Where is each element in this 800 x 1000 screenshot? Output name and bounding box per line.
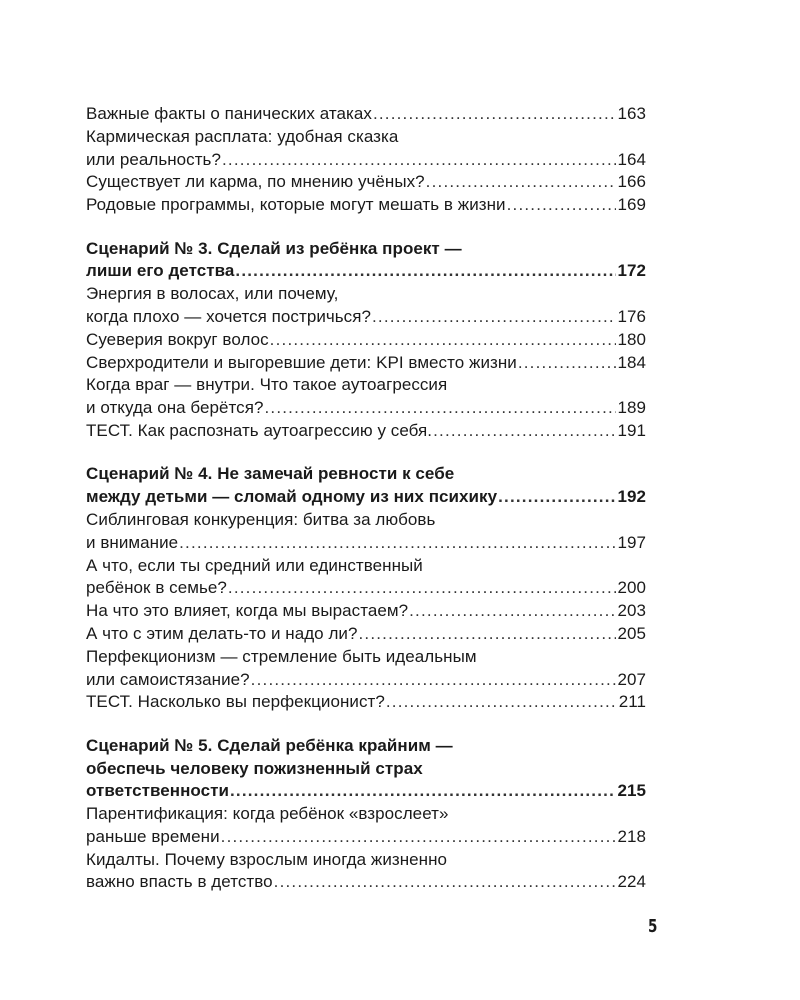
toc-line-with-page bbox=[86, 486, 646, 509]
toc-line-with-page bbox=[86, 780, 646, 803]
toc-entry bbox=[86, 691, 646, 714]
toc-page-number: 164 bbox=[617, 149, 646, 169]
toc-line-with-page bbox=[86, 826, 646, 849]
toc-page-number: 197 bbox=[617, 532, 646, 552]
toc-chapter-heading bbox=[86, 238, 646, 284]
toc-title-text: раньше времени bbox=[86, 826, 220, 846]
toc-line bbox=[86, 374, 646, 397]
dot-leader bbox=[230, 780, 617, 803]
dot-leader bbox=[507, 194, 617, 217]
toc-title-text: Существует ли карма, по мнению учёных? bbox=[86, 172, 425, 192]
toc-page-number: 172 bbox=[617, 261, 646, 281]
toc-line-with-page bbox=[86, 194, 646, 217]
toc-title-text: А что с этим делать-то и надо ли? bbox=[86, 623, 358, 643]
toc-line bbox=[86, 735, 646, 758]
dot-leader bbox=[222, 149, 617, 172]
toc-title-text: или реальность? bbox=[86, 149, 221, 169]
page-number: 5 bbox=[648, 916, 658, 937]
toc-page-number: 166 bbox=[617, 172, 646, 192]
toc-entry bbox=[86, 329, 646, 352]
toc-page-number: 215 bbox=[617, 781, 646, 801]
toc-title-text: Когда враг — внутри. Что такое аутоагрессия bbox=[86, 375, 448, 395]
toc-entry bbox=[86, 194, 646, 217]
toc-title-text: между детьми — сломай одному из них психику bbox=[86, 487, 498, 507]
toc-title-text: На что это влияет, когда мы вырастаем? bbox=[86, 601, 409, 621]
toc-title-text: Энергия в волосах, или почему, bbox=[86, 284, 339, 304]
toc-entry bbox=[86, 600, 646, 623]
toc-title-text: Сиблинговая конкуренция: битва за любовь bbox=[86, 509, 436, 529]
toc-title-text: А что, если ты средний или единственный bbox=[86, 555, 423, 575]
toc-line-with-page bbox=[86, 600, 646, 623]
toc-page-number: 203 bbox=[617, 601, 646, 621]
toc-title-text: ребёнок в семье? bbox=[86, 578, 227, 598]
toc-entry bbox=[86, 283, 646, 329]
toc-line-with-page bbox=[86, 669, 646, 692]
toc-line bbox=[86, 555, 646, 578]
toc-title-text: Важные факты о панических атаках bbox=[86, 104, 372, 123]
toc-line-with-page bbox=[86, 329, 646, 352]
toc-entry bbox=[86, 374, 646, 420]
dot-leader bbox=[179, 532, 616, 555]
toc-entry bbox=[86, 803, 646, 849]
dot-leader bbox=[270, 329, 617, 352]
dot-leader bbox=[426, 171, 617, 194]
toc-line bbox=[86, 509, 646, 532]
toc-title-text: Сверхродители и выгоревшие дети: KPI вместо жизни bbox=[86, 352, 517, 372]
dot-leader bbox=[433, 420, 616, 443]
toc-line-with-page bbox=[86, 691, 646, 714]
toc-title-text: Парентификация: когда ребёнок «взрослеет» bbox=[86, 804, 449, 824]
dot-leader bbox=[409, 600, 616, 623]
toc-page-number: 224 bbox=[617, 872, 646, 892]
toc-title-text: важно впасть в детство bbox=[86, 872, 273, 892]
toc-page-number: 205 bbox=[617, 623, 646, 643]
section-gap bbox=[86, 714, 646, 735]
toc-line-with-page bbox=[86, 149, 646, 172]
toc-page-number: 169 bbox=[617, 195, 646, 215]
dot-leader bbox=[372, 306, 616, 329]
toc-chapter-heading bbox=[86, 735, 646, 803]
toc-page-number: 176 bbox=[617, 306, 646, 326]
dot-leader bbox=[274, 871, 617, 894]
toc-entry bbox=[86, 171, 646, 194]
toc-line-with-page bbox=[86, 260, 646, 283]
toc-title-text: Кидалты. Почему взрослым иногда жизненно bbox=[86, 849, 448, 869]
dot-leader bbox=[373, 103, 617, 126]
toc-entry bbox=[86, 623, 646, 646]
toc-chapter-heading bbox=[86, 463, 646, 509]
toc-line bbox=[86, 803, 646, 826]
dot-leader bbox=[221, 826, 617, 849]
toc-page-number: 218 bbox=[617, 826, 646, 846]
toc-line-with-page bbox=[86, 420, 646, 443]
toc-line-with-page bbox=[86, 577, 646, 600]
toc-title-text: и откуда она берётся? bbox=[86, 398, 264, 418]
toc-entry bbox=[86, 126, 646, 172]
toc-page-number: 192 bbox=[617, 487, 646, 507]
toc-title-text: Кармическая расплата: удобная сказка bbox=[86, 126, 399, 146]
toc-title-text: Суеверия вокруг волос bbox=[86, 329, 269, 349]
dot-leader bbox=[251, 669, 617, 692]
dot-leader bbox=[386, 691, 618, 714]
toc-title-text: и внимание bbox=[86, 532, 179, 552]
toc-page-number: 163 bbox=[617, 104, 646, 123]
toc-line bbox=[86, 758, 646, 781]
toc-entry bbox=[86, 352, 646, 375]
toc-line bbox=[86, 646, 646, 669]
dot-leader bbox=[518, 352, 617, 375]
toc-line bbox=[86, 849, 646, 872]
toc-entry bbox=[86, 646, 646, 692]
toc-entry bbox=[86, 420, 646, 443]
toc-title-text: Сценарий № 3. Сделай из ребёнка проект — bbox=[86, 238, 462, 258]
toc-entry bbox=[86, 103, 646, 126]
toc-page-number: 191 bbox=[617, 420, 646, 440]
toc-page-number: 211 bbox=[618, 692, 646, 712]
toc-title-text: Перфекционизм — стремление быть идеальным bbox=[86, 646, 477, 666]
toc-line-with-page bbox=[86, 306, 646, 329]
toc-line-with-page bbox=[86, 103, 646, 126]
toc-line bbox=[86, 126, 646, 149]
toc-line-with-page bbox=[86, 871, 646, 894]
toc-title-text: обеспечь человеку пожизненный страх bbox=[86, 758, 423, 778]
toc-page-number: 189 bbox=[617, 398, 646, 418]
dot-leader bbox=[235, 260, 616, 283]
toc-line bbox=[86, 283, 646, 306]
toc-line bbox=[86, 463, 646, 486]
toc-line bbox=[86, 238, 646, 261]
toc-title-text: ответственности bbox=[86, 781, 229, 801]
dot-leader bbox=[264, 397, 616, 420]
toc-line-with-page bbox=[86, 532, 646, 555]
toc-title-text: Родовые программы, которые могут мешать в жизни bbox=[86, 195, 506, 215]
toc-entry bbox=[86, 849, 646, 895]
toc-title-text: Сценарий № 4. Не замечай ревности к себе bbox=[86, 464, 455, 484]
dot-leader bbox=[498, 486, 616, 509]
toc-line-with-page bbox=[86, 171, 646, 194]
toc-line-with-page bbox=[86, 352, 646, 375]
toc-title-text: когда плохо — хочется постричься? bbox=[86, 306, 371, 326]
toc-title-text: ТЕСТ. Насколько вы перфекционист? bbox=[86, 692, 385, 712]
section-gap bbox=[86, 217, 646, 238]
toc-entry bbox=[86, 555, 646, 601]
table-of-contents bbox=[86, 103, 646, 894]
section-gap bbox=[86, 443, 646, 464]
toc-line-with-page bbox=[86, 397, 646, 420]
toc-page-number: 184 bbox=[617, 352, 646, 372]
toc-line-with-page bbox=[86, 623, 646, 646]
toc-page-number: 207 bbox=[617, 669, 646, 689]
toc-page-number: 180 bbox=[617, 329, 646, 349]
dot-leader bbox=[358, 623, 616, 646]
toc-title-text: или самоистязание? bbox=[86, 669, 250, 689]
toc-entry bbox=[86, 509, 646, 555]
toc-title-text: Сценарий № 5. Сделай ребёнка крайним — bbox=[86, 735, 453, 755]
toc-title-text: ТЕСТ. Как распознать аутоагрессию у себя. bbox=[86, 420, 433, 440]
dot-leader bbox=[228, 577, 617, 600]
toc-page-number: 200 bbox=[617, 578, 646, 598]
toc-title-text: лиши его детства bbox=[86, 261, 235, 281]
